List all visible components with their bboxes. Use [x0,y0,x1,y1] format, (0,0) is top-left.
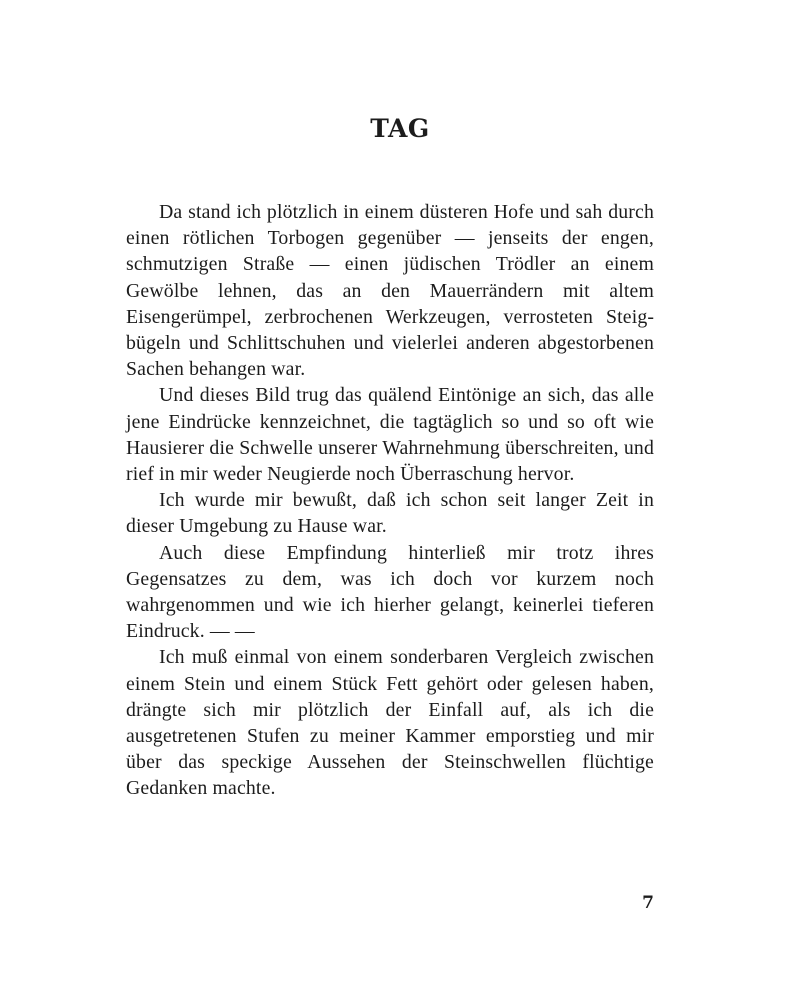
paragraph: Ich wurde mir bewußt, daß ich schon seit langer Zeit in dieser Umgebung zu Hause war. [126,489,654,538]
paragraph: Da stand ich plötzlich in einem düsteren Hofe und sah durch einen rötlichen Torbogen gegenüber — jenseits der engen, schmutzigen Straße — einen jüdischen Trödler an einem Gewölbe lehnen, das an den Mauerrändern mit altem Eisengerümpel, zerbrochenen Werkzeugen, verrosteten Steigbügeln und Schlittschuhen und vielerlei anderen abgestorbenen Sachen behangen war. [126,201,654,381]
paragraph: Und dieses Bild trug das quälend Eintönige an sich, das alle jene Eindrücke kennzeichnet, die tagtäglich so und so oft wie Hausierer die Schwelle unserer Wahrnehmung überschreiten, und rief in mir weder Neugierde noch Überraschung hervor. [126,384,654,486]
paragraph: Auch diese Empfindung hinterließ mir trotz ihres Gegensatzes zu dem, was ich doch vor kurzem noch wahrgenommen und wie ich hierher gelangt, keinerlei tieferen Eindruck. — — [126,541,654,643]
paragraph: Ich muß einmal von einem sonderbaren Vergleich zwischen einem Stein und einem Stück Fett gehört oder gelesen haben, drängte sich mir plötzlich der Einfall auf, als ich die ausgetretenen Stufen zu meiner Kammer emporstieg und mir über das speckige Aussehen der Steinschwellen flüchtige Gedanken machte. [126,646,654,800]
chapter-title: TAG [370,114,430,143]
body-text [126,199,654,802]
page-number: 7 [642,893,654,913]
